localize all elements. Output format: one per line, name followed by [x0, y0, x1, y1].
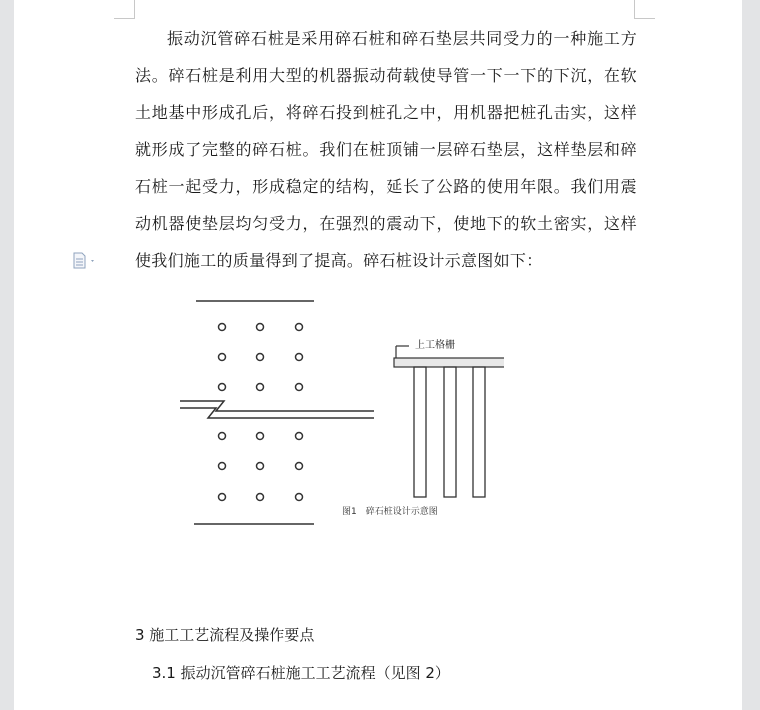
document-page [14, 0, 742, 710]
figure-stone-pile-design [164, 288, 504, 528]
pile-circles-lower [219, 433, 303, 501]
geogrid-label: 上工格栅 [415, 340, 455, 351]
top-left-margin-marker [114, 0, 135, 19]
stone-piles [414, 367, 485, 497]
figure-caption: 图1 碎石桩设计示意图 [342, 507, 438, 517]
section-heading: 3 施工工艺流程及操作要点 [135, 626, 315, 644]
subsection-heading: 3.1 振动沉管碎石桩施工工艺流程（见图 2） [152, 664, 450, 682]
top-right-margin-marker [634, 0, 655, 19]
document-icon[interactable] [72, 252, 100, 270]
gravel-cushion [394, 358, 504, 367]
figure-diagram [164, 288, 504, 528]
pile-circles-upper [219, 324, 303, 391]
body-paragraph: 振动沉管碎石桩是采用碎石桩和碎石垫层共同受力的一种施工方法。碎石桩是利用大型的机器振动荷载使导管一下一下的下沉，在软土地基中形成孔后，将碎石投到桩孔之中，用机器把桩孔击实，这样就形成了完整的碎石桩。我们在桩顶铺一层碎石垫层，这样垫层和碎石桩一起受力，形成稳定的结构，延长了公路的使用年限。我们用震动机器使垫层均匀受力，在强烈的震动下，使地下的软土密实，这样使我们施工的质量得到了提高。碎石桩设计示意图如下： [135, 29, 637, 270]
break-line [180, 401, 374, 418]
